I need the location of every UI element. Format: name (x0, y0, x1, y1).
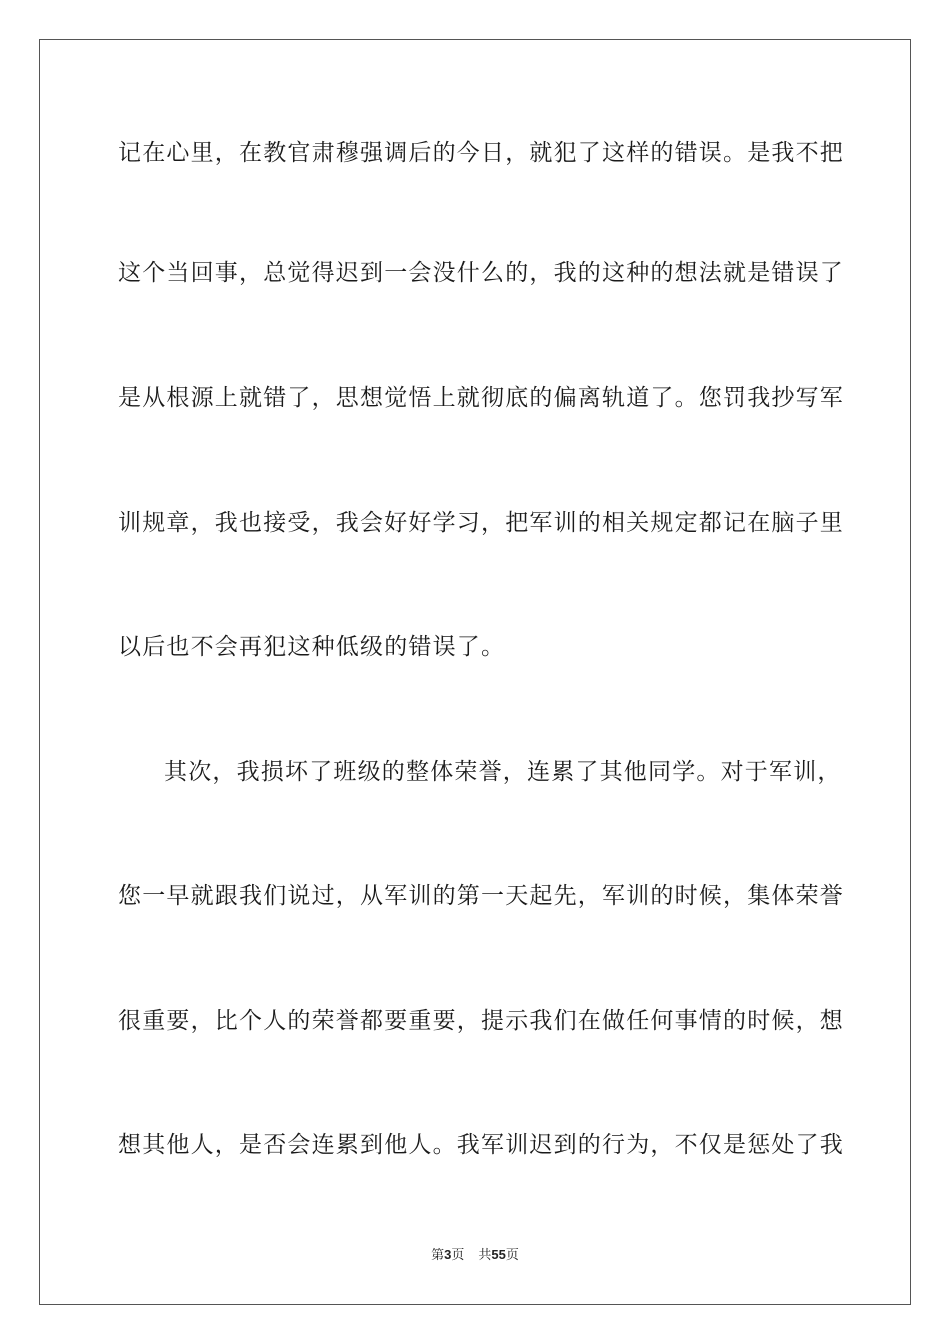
body-text-line-9: 想其他人，是否会连累到他人。我军训迟到的行为，不仅是惩处了我 (118, 1132, 844, 1158)
page-label-prefix: 第 (431, 1248, 445, 1263)
page-label-suffix: 页 (451, 1248, 465, 1263)
body-text-line-5: 以后也不会再犯这种低级的错误了。 (118, 634, 506, 660)
body-text-line-1: 记在心里，在教官肃穆强调后的今日，就犯了这样的错误。是我不把 (118, 140, 844, 166)
body-text-line-6: 其次，我损坏了班级的整体荣誉，连累了其他同学。对于军训， (164, 759, 842, 785)
page-number: 3 (444, 1247, 452, 1262)
body-text-line-3: 是从根源上就错了，思想觉悟上就彻底的偏离轨道了。您罚我抄写军 (118, 385, 844, 411)
page-border (39, 39, 911, 1305)
body-text-line-4: 训规章，我也接受，我会好好学习，把军训的相关规定都记在脑子里 (118, 510, 844, 536)
page-footer (0, 1246, 950, 1265)
total-label-suffix: 页 (505, 1248, 519, 1263)
body-text-line-2: 这个当回事，总觉得迟到一会没什么的，我的这种的想法就是错误了 (118, 260, 844, 286)
total-pages: 55 (491, 1247, 506, 1262)
total-label-prefix: 共 (478, 1248, 492, 1263)
body-text-line-8: 很重要，比个人的荣誉都要重要，提示我们在做任何事情的时候，想 (118, 1008, 844, 1034)
body-text-line-7: 您一早就跟我们说过，从军训的第一天起先，军训的时候，集体荣誉 (118, 883, 844, 909)
